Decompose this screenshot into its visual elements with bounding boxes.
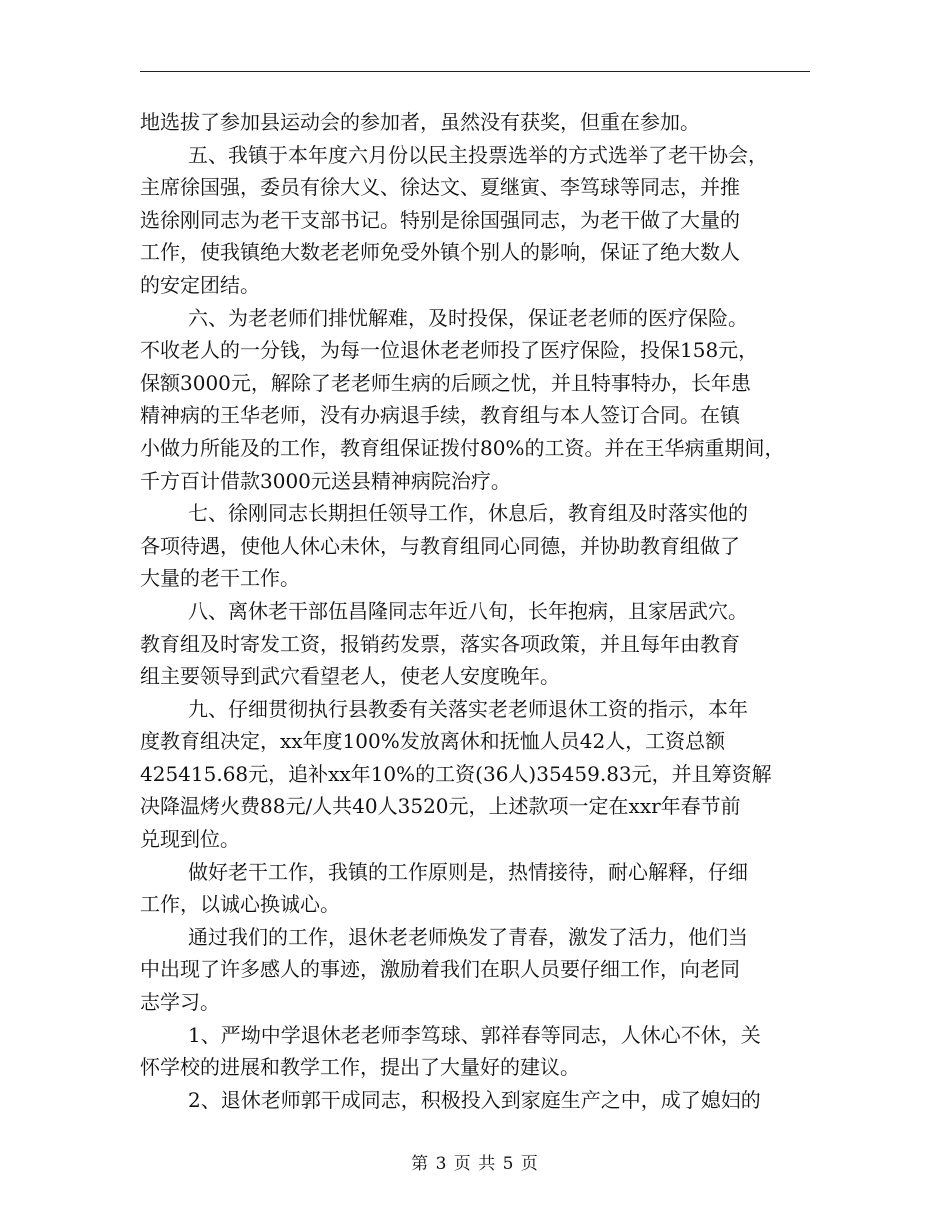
- text-line: 组主要领导到武穴看望老人，使老人安度晚年。: [140, 664, 560, 689]
- text-line: 保额3000元，解除了老老师生病的后顾之忧，并且特事特办，长年患: [140, 370, 751, 395]
- text-line: 八、离休老干部伍昌隆同志年近八旬，长年抱病，且家居武穴。: [188, 598, 748, 623]
- text-line: 度教育组决定，xx年度100%发放离休和抚恤人员42人，工资总额: [140, 729, 726, 754]
- text-line: 1、严坳中学退休老老师李笃球、郭祥春等同志，人休心不休，关: [188, 1022, 761, 1047]
- header-rule: [140, 71, 810, 72]
- text-line: 2、退休老师郭干成同志，积极投入到家庭生产之中，成了媳妇的: [188, 1087, 761, 1112]
- text-line: 主席徐国强，委员有徐大义、徐达文、夏继寅、李笃球等同志，并推: [140, 175, 740, 200]
- text-line: 教育组及时寄发工资，报销药发票，落实各项政策，并且每年由教育: [140, 631, 740, 656]
- text-line: 地选拔了参加县运动会的参加者，虽然没有获奖，但重在参加。: [140, 110, 700, 134]
- text-line: 大量的老干工作。: [140, 566, 300, 591]
- document-body: [140, 106, 820, 1116]
- page-number-footer: 第 3 页 共 5 页: [411, 1154, 539, 1174]
- text-line: 各项待遇，使他人休心未休，与教育组同心同德，并协助教育组做了: [140, 533, 740, 558]
- text-line: 七、徐刚同志长期担任领导工作，休息后，教育组及时落实他的: [188, 501, 748, 526]
- text-line: 做好老干工作，我镇的工作原则是，热情接待，耐心解释，仔细: [188, 859, 748, 884]
- text-line: 不收老人的一分钱，为每一位退休老老师投了医疗保险，投保158元，: [140, 338, 759, 363]
- text-line: 六、为老老师们排忧解难，及时投保，保证老老师的医疗保险。: [188, 305, 748, 330]
- text-line: 425415.68元，追补xx年10%的工资(36人)35459.83元，并且筹资解: [140, 761, 772, 786]
- text-line: 志学习。: [140, 990, 220, 1015]
- text-line: 兑现到位。: [140, 827, 240, 852]
- text-line: 五、我镇于本年度六月份以民主投票选举的方式选举了老干协会，: [188, 142, 768, 167]
- text-line: 通过我们的工作，退休老老师焕发了青春，激发了活力，他们当: [188, 924, 748, 949]
- text-line: 工作，使我镇绝大数老老师免受外镇个别人的影响，保证了绝大数人: [140, 240, 740, 265]
- text-line: 千方百计借款3000元送县精神病院治疗。: [140, 468, 511, 493]
- text-line: 选徐刚同志为老干支部书记。特别是徐国强同志，为老干做了大量的: [140, 207, 740, 232]
- text-line: 中出现了许多感人的事迹，激励着我们在职人员要仔细工作，向老同: [140, 957, 740, 982]
- text-line: 的安定团结。: [140, 272, 260, 297]
- text-line: 九、仔细贯彻执行县教委有关落实老老师退休工资的指示，本年: [188, 696, 748, 721]
- text-line: 精神病的王华老师，没有办病退手续，教育组与本人签订合同。在镇: [140, 403, 740, 428]
- text-line: 小做力所能及的工作，教育组保证拨付80%的工资。并在王华病重期间，: [140, 435, 785, 460]
- text-line: 决降温烤火费88元/人共40人3520元，上述款项一定在xxr年春节前: [140, 794, 741, 819]
- text-line: 怀学校的进展和教学工作，提出了大量好的建议。: [140, 1055, 580, 1080]
- text-line: 工作，以诚心换诚心。: [140, 892, 340, 917]
